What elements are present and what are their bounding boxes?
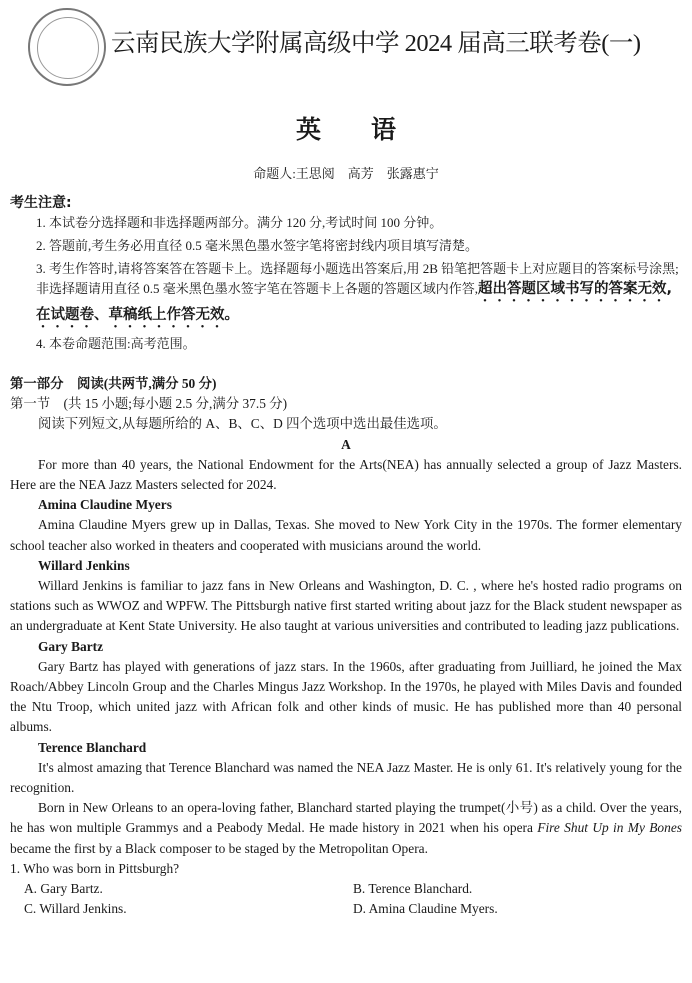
text-run: became the first by a Black composer to be staged by the Metropolitan Opera. — [10, 840, 428, 856]
question-options — [10, 879, 682, 919]
note-emphasis: 超出答题区域书写的答案无效,在试题卷、草稿纸上作答无效。 — [36, 281, 673, 323]
person-name: Gary Bartz — [38, 638, 104, 654]
instruction: 阅读下列短文,从每题所给的 A、B、C、D 四个选项中选出最佳选项。 — [38, 416, 447, 432]
option-d: D. Amina Claudine Myers. — [353, 901, 498, 917]
exam-title: 云南民族大学附属高级中学 2024 届高三联考卷(一) — [111, 30, 641, 57]
passage-intro: For more than 40 years, the National Endowment for the Arts(NEA) has annually selected a group of Jazz Masters. Here are the NEA Jazz Masters selected for 2024. — [10, 456, 682, 493]
reading-section — [10, 374, 682, 919]
option-c: C. Willard Jenkins. — [24, 901, 127, 917]
person-text: Gary Bartz has played with generations of jazz stars. In the 1960s, after graduating from Juilliard, he joined the Max Roach/Abbey Lincoln Group and the Charles Mingus Jazz Workshop. In the 1970s, he played with Miles Davis and founded the Ntu Troop, which united jazz with African folk and other kinds of music. He has published more than 40 personal albums. — [10, 658, 682, 735]
section-heading: 第一节 (共 15 小题;每小题 2.5 分,满分 37.5 分) — [10, 396, 288, 412]
person-name: Terence Blanchard — [38, 739, 147, 755]
note-item — [36, 259, 682, 331]
option-b: B. Terence Blanchard. — [353, 881, 473, 897]
note-item-text: 3. 考生作答时,请将答案答在答题卡上。选择题每小题选出答案后,用 2B 铅笔把答题卡上对应题目的答案标号涂黑;非选择题请用直径 0.5 毫米黑色墨水签字笔在答题卡上各题的答题区域内作答, — [36, 261, 679, 296]
note-item: 4. 本卷命题范围:高考范围。 — [36, 336, 196, 351]
authors: 命题人:王思阅 高芳 张露惠宁 — [253, 166, 439, 181]
note-item: 1. 本试卷分选择题和非选择题两部分。满分 120 分,考试时间 100 分钟。 — [36, 215, 443, 230]
person-text — [10, 798, 682, 859]
person-name: Amina Claudine Myers — [38, 497, 172, 513]
text-run: Born in New Orleans to an opera-loving father, Blanchard started playing the trumpet(小号) as a child. Over the years, he has won multiple Grammys and a Peabody Medal. He made history in 2021 when his opera — [10, 800, 682, 836]
question-stem: 1. Who was born in Pittsburgh? — [10, 860, 180, 876]
school-logo — [28, 8, 106, 86]
note-item: 2. 答题前,考生务必用直径 0.5 毫米黑色墨水签字笔将密封线内项目填写清楚。 — [36, 238, 479, 253]
person-name: Willard Jenkins — [38, 557, 130, 573]
passage-label: A — [341, 436, 351, 452]
exam-notes — [10, 193, 682, 357]
notes-heading: 考生注意: — [10, 195, 72, 211]
subject-title: 英 语 — [295, 115, 396, 144]
person-text: It's almost amazing that Terence Blanchard was named the NEA Jazz Master. He is only 61. It's relatively young for the recognition. — [10, 759, 682, 796]
option-a: A. Gary Bartz. — [24, 881, 103, 897]
opera-title: Fire Shut Up in My Bones — [537, 820, 682, 836]
part-heading: 第一部分 阅读(共两节,满分 50 分) — [10, 376, 217, 391]
person-text: Willard Jenkins is familiar to jazz fans in New Orleans and Washington, D. C. , where he's hosted radio programs on stations such as WWOZ and WPFW. The Pittsburgh native first started writing about jazz for the Black student newspaper as an undergraduate at Kent State University. He also taught at various universities and contributed to leading jazz publications. — [10, 578, 682, 634]
person-text: Amina Claudine Myers grew up in Dallas, Texas. She moved to New York City in the 1970s. The former elementary school teacher also worked in theaters and cooperated with musicians around the world. — [10, 517, 682, 553]
